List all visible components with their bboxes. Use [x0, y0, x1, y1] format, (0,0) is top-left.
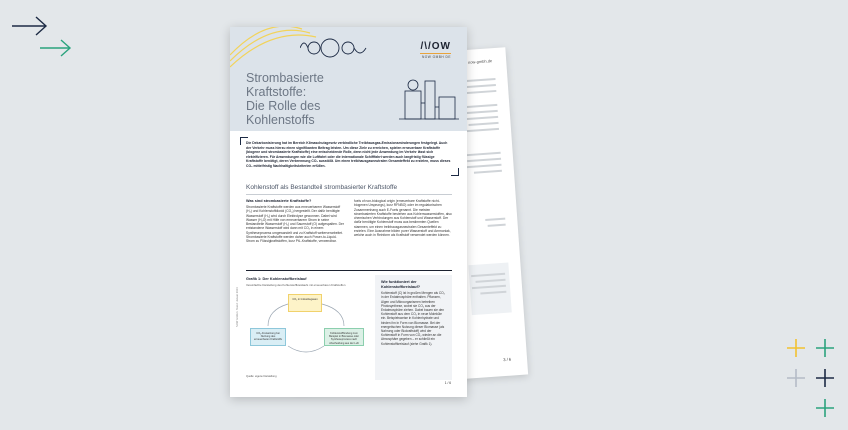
back-page-number: 3 / 6 — [503, 356, 512, 363]
now-logo — [420, 41, 451, 59]
text-line — [463, 128, 499, 133]
document-title — [246, 71, 386, 127]
text-line — [469, 122, 499, 126]
title-line-1: Strombasierte Kraftstoffe: — [246, 71, 324, 99]
intro-paragraph: Die Dekarbonisierung hat im Bereich Klimaschutzgesetz verbindliche Treibhausgas-Emissionsminderungen festgelegt. Auch der Verkehr muss hierzu einen signifikanten Beitrag leisten. Um diese Ziele zu erreichen, spielen erneuerbare Kraftstoffe (biogene und strombasierte Kraftstoffe) eine entscheidende Rolle, denn nicht jede Anwendung im Verkehr lässt sich elektrifizieren. Für Anwendungen wie die Luftfahrt oder die internationale Schifffahrt werden auch langfristig flüssige Kraftstoffe benötigt, deren Verbrennung CO₂ ausstößt. Um einen treibhausgasneutralen Gesamteffekt zu erzielen, muss dieses CO₂ mittelfristig Nachhaltigkeitskriterien erfüllen. — [246, 141, 451, 168]
carbon-cycle-diagram — [248, 290, 368, 365]
text-line — [463, 152, 501, 157]
plus-icon — [815, 398, 835, 418]
plus-icon — [815, 368, 835, 388]
cycle-node-co2-release: CO₂-Freisetzung bei Nutzung des erneuerbaren Kraftstoffs — [250, 328, 286, 346]
back-page-url: now-gmbh.de — [467, 58, 493, 65]
section-title: Kohlenstoff als Bestandteil strombasierter Kraftstoffe — [246, 184, 398, 191]
text-line — [488, 224, 506, 227]
figure-subtitle: Vereinfachte Darstellung des Kohlenstoffkreislaufs mit erneuerbaren Kraftstoffen — [246, 283, 346, 287]
text-line — [485, 218, 505, 221]
plus-icon — [786, 338, 806, 358]
info-box-text: Kohlenstoff (C) ist in großen Mengen als CO₂ in der Erdatmosphäre enthalten. Pflanzen, Algen und Mikroorganismen betreiben Photosynthese, wobei sie CO₂ aus der Erdatmosphäre ziehen. Dabei bauen sie den Kohlenstoff aus dem CO₂ in neue Moleküle ein. Beispielsweise in Kohlenhydrate und binden ihn in Form von Biomasse. Bei der energetischen Nutzung dieser Biomasse (als Nahrung oder Biokraftstoff) wird der Kohlenstoff in Form von CO₂ wieder an die Atmosphäre gegeben – er schließt ein Kohlenstoffkreislauf (siehe Grafik 1). — [381, 291, 445, 346]
text-line — [474, 170, 502, 174]
info-box-title: Wie funktioniert der Kohlenstoffkreislauf? — [381, 280, 421, 289]
plus-icon — [815, 338, 835, 358]
page-number: 1 / 6 — [444, 381, 451, 385]
body-column-2: fuels of non-biological origin (erneuerbare Kraftstoffe nicht-biogenen Ursprungs), kurz RFNBO) oder im regulatorischen Zusammenhang auch E-Fuels genannt. Die meisten strombasierten Kraftstoffe bestehen aus Kohlenwasserstoffen, also chemischen Verbindungen aus Kohlenstoff und Wasserstoff. Der dafür benötigte Kohlenstoff muss aus bestimmten Quellen stammen, um einen treibhausgasneutralen Gesamteffekt zu erzielen. Eine Ausnahme bilden purer Wasserstoff und Ammoniak, welche auch in Reinform als Kraftstoff verwendet werden können. — [354, 199, 452, 238]
figure-title: Grafik 1: Der Kohlenstoffkreislauf — [246, 277, 307, 281]
info-box — [375, 275, 452, 380]
front-page — [230, 27, 467, 397]
logo-subtitle: NOW GMBH DE — [421, 55, 451, 59]
text-line — [461, 164, 501, 169]
cycle-node-industrial-co2: CO₂ in Industriegasen — [288, 294, 322, 312]
cycle-node-carbon-binding: Kohlenstoffbindung zum Beispiel in Biomasse oder Syntheseprozess nach Abscheidung aus der Luft — [324, 328, 364, 346]
refinery-icon — [395, 67, 461, 125]
divider — [246, 194, 452, 195]
logo-wordmark: /\/OW — [420, 41, 451, 52]
molecule-icon — [300, 33, 370, 63]
text-line — [463, 104, 497, 108]
figure-source: Quelle: eigene Darstellung — [246, 375, 277, 378]
corner-mark — [451, 168, 459, 176]
plus-icon — [786, 368, 806, 388]
hero-banner — [230, 27, 467, 131]
arrow-right-icon — [38, 36, 74, 60]
divider — [246, 270, 452, 271]
subheading: Was sind strombasierte Kraftstoffe? — [246, 199, 312, 203]
title-line-2: Die Rolle des Kohlenstoffs — [246, 99, 321, 127]
vertical-note: NOW GmbH • Stand: Januar 2024 — [236, 287, 239, 327]
text-line — [467, 158, 501, 162]
body-column-1: Strombasierte Kraftstoffe werden aus erneuerbarem Wasserstoff (H₂) und Kohlenstoffdioxid (CO₂) hergestellt. Der dafür benötigte Wasserstoff (H₂) wird durch Elektrolyse gewonnen. Dabei wird Wasser (H₂O) mit Hilfe von erneuerbarem Strom in seine Bestandteile Wasserstoff (H₂) und Sauerstoff (O) aufgespalten. Der entstandene Wasserstoff wird dann mit CO₂ in einem Syntheseprozess umgewandelt und zu Kraftstoff weiterverarbeitet. Strombasierte Kraftstoffe werden daher auch Power-to-Liquid-Strom zu Flüssigkraftstoffen, kurz PtL-Kraftstoffe, verwendbar. — [246, 205, 344, 244]
